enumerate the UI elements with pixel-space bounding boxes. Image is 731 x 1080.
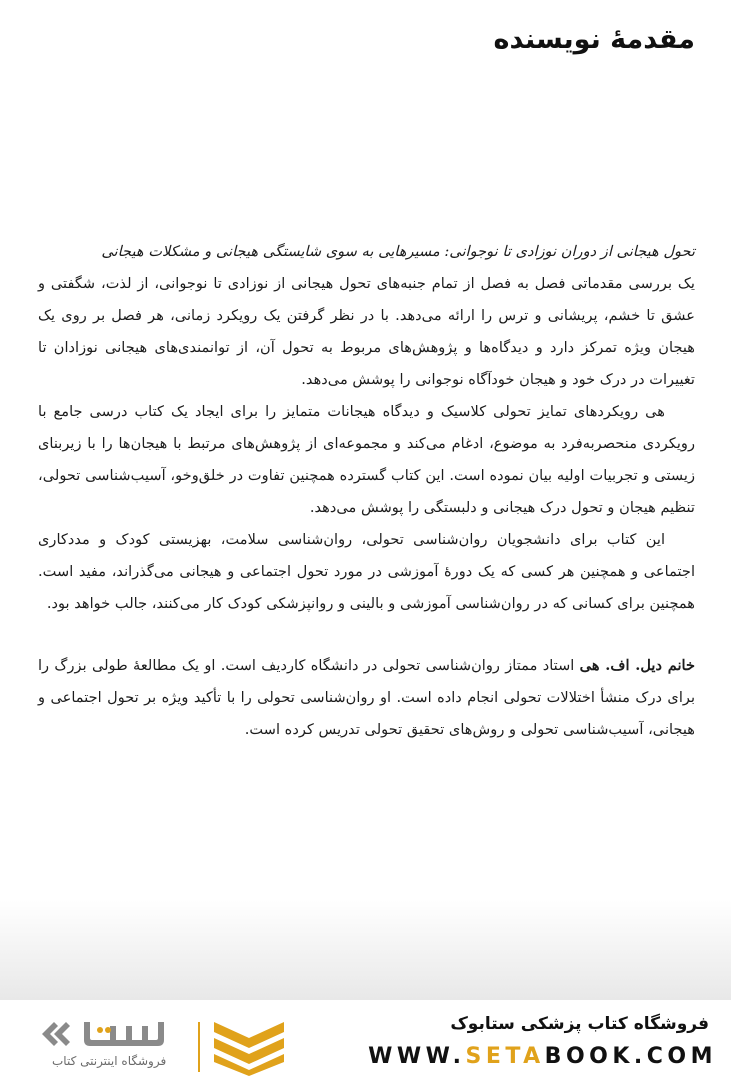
logo-tagline: فروشگاه اینترنتی کتاب [52, 1054, 167, 1068]
setabook-logo-icon [38, 1014, 288, 1074]
store-url[interactable] [368, 1044, 717, 1069]
chevron-stack-icon [210, 1018, 288, 1076]
logo-wordmark-icon [38, 1014, 168, 1054]
author-bio-text: استاد ممتاز روان‌شناسی تحولی در دانشگاه کاردیف است. او یک مطالعۀ طولی بزرگ را برای درک منشأ اختلالات تحولی انجام داده است. او روان‌شناسی تحولی را با تأکید ویژه بر تحول اجتماعی و هیجانی، آسیب‌شناسی تحولی و روش‌های تحقیق تحولی تدریس کرده است. [38, 657, 695, 738]
book-subtitle: تحول هیجانی از دوران نوزادی تا نوجوانی: مسیرهایی به سوی شایستگی هیجانی و مشکلات هیجانی [101, 243, 695, 260]
paragraph-3: این کتاب برای دانشجویان روان‌شناسی تحولی، روان‌شناسی سلامت، بهزیستی کودک و مددکاری اجتماعی و همچنین هر کسی که یک دورۀ آموزشی در مورد تحول اجتماعی و هیجانی می‌گذراند، مفید است. همچنین برای کسانی که در روان‌شناسی آموزشی و بالینی و روانپزشکی کودک کار می‌کنند، جالب خواهد بود. [38, 531, 695, 612]
paragraph-1: یک بررسی مقدماتی فصل به فصل از تمام جنبه‌های تحول هیجانی از نوزادی تا نوجوانی، از لذت، شگفتی و عشق تا خشم، پریشانی و ترس را ارائه می‌دهد. با در نظر گرفتن یک رویکرد زمانی، هر فصل بر روی یک هیجان ویژه تمرکز دارد و دیدگاه‌ها و پژوهش‌های مربوط به تحول آن، از توانمندی‌های هیجانی نوزادان تا تغییرات در درک خود و هیجان خودآگاه نوجوانی را پوشش می‌دهد. [38, 275, 695, 388]
footer-shade [0, 900, 731, 1000]
footer [0, 1000, 731, 1080]
page-title: مقدمۀ نویسنده [493, 24, 695, 55]
document-body [38, 236, 695, 746]
url-accent: SETA [465, 1044, 545, 1069]
logo-divider [198, 1022, 200, 1072]
url-suffix: BOOK.COM [544, 1044, 717, 1069]
paragraph-2: هی رویکردهای تمایز تحولی کلاسیک و دیدگاه هیجانات متمایز را برای ایجاد یک کتاب درسی جامع با رویکردی منحصربه‌فرد به موضوع، ادغام می‌کند و مجموعه‌ای از پژوهش‌های مرتبط با هیجان‌ها را با زیربنای زیستی و تجربیات اولیه بیان نموده است. این کتاب گسترده همچنین تفاوت در خلق‌وخو، آسیب‌شناسی تحولی، تنظیم هیجان و تحول درک هیجانی و دلبستگی را پوشش می‌دهد. [38, 403, 695, 516]
store-name: فروشگاه کتاب پزشکی ستابوک [450, 1014, 709, 1034]
author-name: خانم دیل. اف. هی [579, 657, 695, 674]
url-prefix: WWW. [368, 1044, 466, 1069]
author-bio [38, 650, 695, 746]
